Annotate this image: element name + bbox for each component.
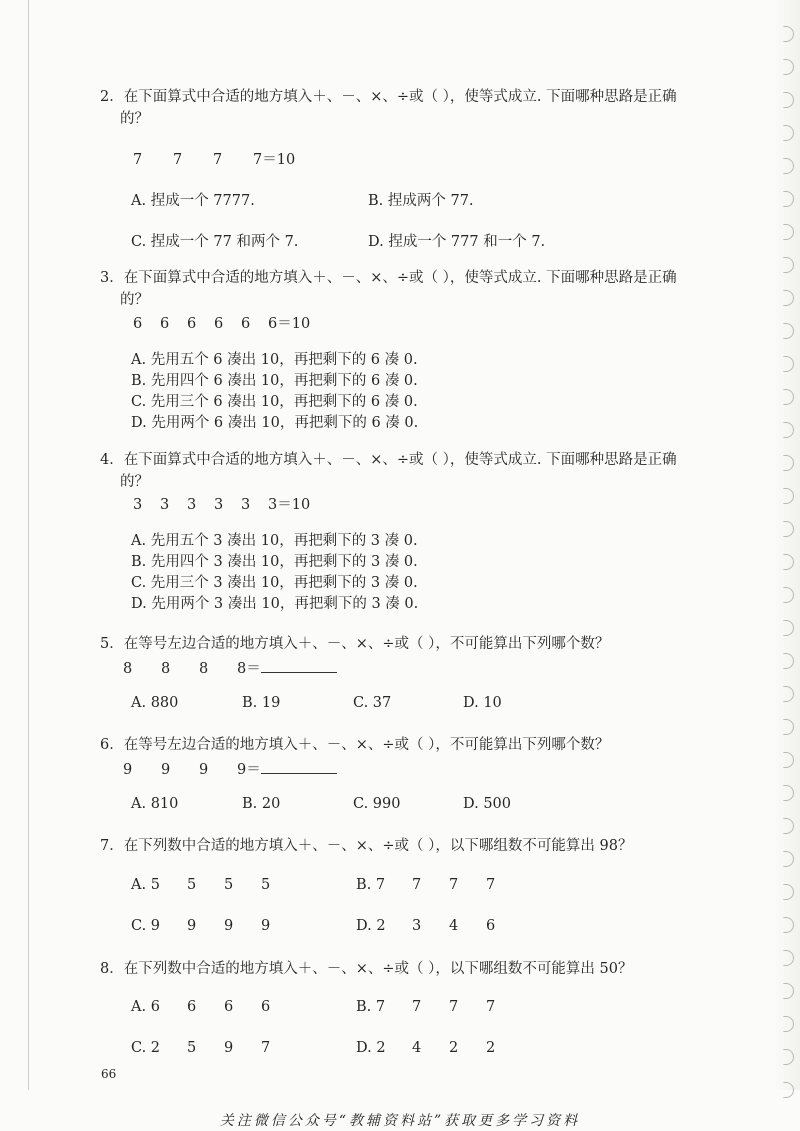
question-4-option-b[interactable]: B. 先用四个 3 凑出 10，再把剩下的 3 凑 0. — [131, 554, 418, 570]
binding-ring — [783, 521, 794, 537]
question-6-expression — [123, 758, 337, 779]
number: 8 — [161, 661, 171, 677]
number: 6 — [224, 999, 234, 1015]
number: 6 — [214, 316, 224, 332]
number: 7 — [412, 999, 422, 1015]
answer-blank[interactable] — [261, 759, 337, 774]
question-5-option-a[interactable]: A. 880 — [131, 695, 179, 711]
question-2-expression — [133, 148, 295, 169]
number: 3 — [160, 497, 170, 513]
question-2-option-c[interactable]: C. 捏成一个 77 和两个 7. — [131, 234, 299, 250]
question-3-option-d[interactable]: D. 先用两个 6 凑出 10，再把剩下的 6 凑 0. — [131, 415, 419, 431]
number: 3 — [412, 918, 422, 934]
number: 6 — [486, 918, 496, 934]
question-8-option-a[interactable] — [131, 999, 270, 1015]
binding-ring — [783, 752, 794, 768]
binding-ring — [783, 224, 794, 240]
binding-ring — [783, 1016, 794, 1032]
number: 6 — [160, 316, 170, 332]
question-7-option-a[interactable] — [131, 877, 270, 893]
question-4-text — [100, 449, 677, 493]
number: 9 — [224, 918, 234, 934]
binding-ring — [783, 92, 794, 108]
number: 7 — [173, 152, 183, 168]
binding-ring — [783, 59, 794, 75]
number: 7 — [486, 999, 496, 1015]
binding-ring — [783, 818, 794, 834]
number: 5 — [261, 877, 271, 893]
question-3-option-c[interactable]: C. 先用三个 6 凑出 10，再把剩下的 6 凑 0. — [131, 394, 418, 410]
question-4-line2: 的？ — [120, 474, 149, 490]
question-6-option-b[interactable]: B. 20 — [242, 796, 281, 812]
binding-ring — [783, 1049, 794, 1065]
binding-ring — [783, 191, 794, 207]
binding-ring — [783, 158, 794, 174]
number: 6 — [187, 999, 197, 1015]
number: 7＝10 — [253, 152, 296, 168]
number: 9 — [224, 1040, 234, 1056]
option-label: B. 7 — [356, 877, 386, 893]
answer-blank[interactable] — [261, 658, 337, 673]
number: 7 — [449, 877, 459, 893]
question-4-options — [131, 531, 418, 615]
question-2-text — [100, 86, 677, 130]
number: 2 — [486, 1040, 496, 1056]
number: 6＝10 — [268, 316, 311, 332]
option-label: A. 5 — [131, 877, 160, 893]
binding-ring — [783, 719, 794, 735]
question-3-text — [100, 267, 677, 311]
question-4-option-d[interactable]: D. 先用两个 3 凑出 10，再把剩下的 3 凑 0. — [131, 596, 419, 612]
binding-ring — [783, 620, 794, 636]
binding-ring — [783, 356, 794, 372]
binding-ring — [783, 884, 794, 900]
binding-ring — [783, 422, 794, 438]
binding-ring — [783, 983, 794, 999]
number: 3 — [133, 497, 143, 513]
option-label: A. 6 — [131, 999, 160, 1015]
binding-ring — [783, 488, 794, 504]
number: 8＝ — [237, 661, 261, 677]
question-8-option-c[interactable] — [131, 1040, 270, 1056]
question-4-line1: 4．在下面算式中合适的地方填入＋、－、×、÷或（ ），使等式成立. 下面哪种思路是正确 — [100, 452, 677, 468]
question-8-option-d[interactable] — [356, 1040, 495, 1056]
number: 9 — [261, 918, 271, 934]
number: 8 — [199, 661, 209, 677]
question-5-option-d[interactable]: D. 10 — [463, 695, 502, 711]
question-6-option-c[interactable]: C. 990 — [353, 796, 401, 812]
binding-ring — [783, 686, 794, 702]
question-7-text: 7．在下列数中合适的地方填入＋、－、×、÷或（ ），以下哪组数不可能算出 98？ — [100, 838, 633, 854]
binding-ring — [783, 554, 794, 570]
question-4-expression — [133, 493, 310, 514]
number: 4 — [449, 918, 459, 934]
binding-ring — [783, 851, 794, 867]
number: 9 — [161, 762, 171, 778]
question-2-line2: 的？ — [120, 111, 149, 127]
number: 9＝ — [237, 762, 261, 778]
spiral-binding — [774, 0, 800, 1090]
number: 5 — [224, 877, 234, 893]
option-label: C. 2 — [131, 1040, 161, 1056]
number: 6 — [187, 316, 197, 332]
question-3-line2: 的？ — [120, 292, 149, 308]
number: 3 — [241, 497, 251, 513]
binding-ring — [783, 1082, 794, 1098]
footer-watermark: 关注微信公众号“教辅资料站”获取更多学习资料 — [219, 1113, 581, 1129]
number: 8 — [123, 661, 133, 677]
question-6-option-a[interactable]: A. 810 — [131, 796, 179, 812]
binding-ring — [783, 587, 794, 603]
question-4-option-a[interactable]: A. 先用五个 3 凑出 10，再把剩下的 3 凑 0. — [131, 533, 418, 549]
binding-ring — [783, 455, 794, 471]
binding-ring — [783, 290, 794, 306]
number: 7 — [213, 152, 223, 168]
number: 5 — [187, 1040, 197, 1056]
question-2-option-a[interactable]: A. 捏成一个 7777. — [131, 193, 255, 209]
number: 7 — [486, 877, 496, 893]
question-2-line1: 2．在下面算式中合适的地方填入＋、－、×、÷或（ ），使等式成立. 下面哪种思路是正确 — [100, 89, 677, 105]
option-label: C. 9 — [131, 918, 161, 934]
question-3-line1: 3．在下面算式中合适的地方填入＋、－、×、÷或（ ），使等式成立. 下面哪种思路是正确 — [100, 270, 677, 286]
binding-ring — [783, 785, 794, 801]
binding-ring — [783, 950, 794, 966]
question-6-text: 6．在等号左边合适的地方填入＋、－、×、÷或（ ），不可能算出下列哪个数？ — [100, 737, 610, 753]
question-6-option-d[interactable]: D. 500 — [463, 796, 512, 812]
binding-ring — [783, 257, 794, 273]
binding-ring — [783, 26, 794, 42]
question-3-options — [131, 350, 418, 434]
question-5-text: 5．在等号左边合适的地方填入＋、－、×、÷或（ ），不可能算出下列哪个数？ — [100, 636, 610, 652]
question-8-option-b[interactable] — [356, 999, 495, 1015]
question-5-option-c[interactable]: C. 37 — [353, 695, 392, 711]
number: 7 — [412, 877, 422, 893]
number: 5 — [187, 877, 197, 893]
question-3-option-a[interactable]: A. 先用五个 6 凑出 10，再把剩下的 6 凑 0. — [131, 352, 418, 368]
binding-ring — [783, 323, 794, 339]
number: 7 — [449, 999, 459, 1015]
number: 9 — [123, 762, 133, 778]
question-7-option-c[interactable] — [131, 918, 270, 934]
number: 7 — [133, 152, 143, 168]
question-2-option-d[interactable]: D. 捏成一个 777 和一个 7. — [368, 234, 546, 250]
option-label: D. 2 — [356, 1040, 386, 1056]
number: 7 — [261, 1040, 271, 1056]
question-2-option-b[interactable]: B. 捏成两个 77. — [368, 193, 474, 209]
number: 2 — [449, 1040, 459, 1056]
number: 6 — [133, 316, 143, 332]
question-3-expression — [133, 312, 310, 333]
page-edge — [28, 0, 29, 1090]
question-7-option-b[interactable] — [356, 877, 495, 893]
question-4-option-c[interactable]: C. 先用三个 3 凑出 10，再把剩下的 3 凑 0. — [131, 575, 418, 591]
number: 3 — [187, 497, 197, 513]
binding-ring — [783, 653, 794, 669]
number: 9 — [187, 918, 197, 934]
page-number: 66 — [101, 1067, 117, 1081]
number: 6 — [261, 999, 271, 1015]
question-3-option-b[interactable]: B. 先用四个 6 凑出 10，再把剩下的 6 凑 0. — [131, 373, 418, 389]
question-7-option-d[interactable] — [356, 918, 495, 934]
question-5-expression — [123, 657, 337, 678]
option-label: D. 2 — [356, 918, 386, 934]
question-5-option-b[interactable]: B. 19 — [242, 695, 281, 711]
question-8-text: 8．在下列数中合适的地方填入＋、－、×、÷或（ ），以下哪组数不可能算出 50？ — [100, 961, 633, 977]
binding-ring — [783, 389, 794, 405]
number: 3＝10 — [268, 497, 311, 513]
number: 6 — [241, 316, 251, 332]
number: 4 — [412, 1040, 422, 1056]
option-label: B. 7 — [356, 999, 386, 1015]
number: 9 — [199, 762, 209, 778]
binding-ring — [783, 125, 794, 141]
number: 3 — [214, 497, 224, 513]
binding-ring — [783, 917, 794, 933]
